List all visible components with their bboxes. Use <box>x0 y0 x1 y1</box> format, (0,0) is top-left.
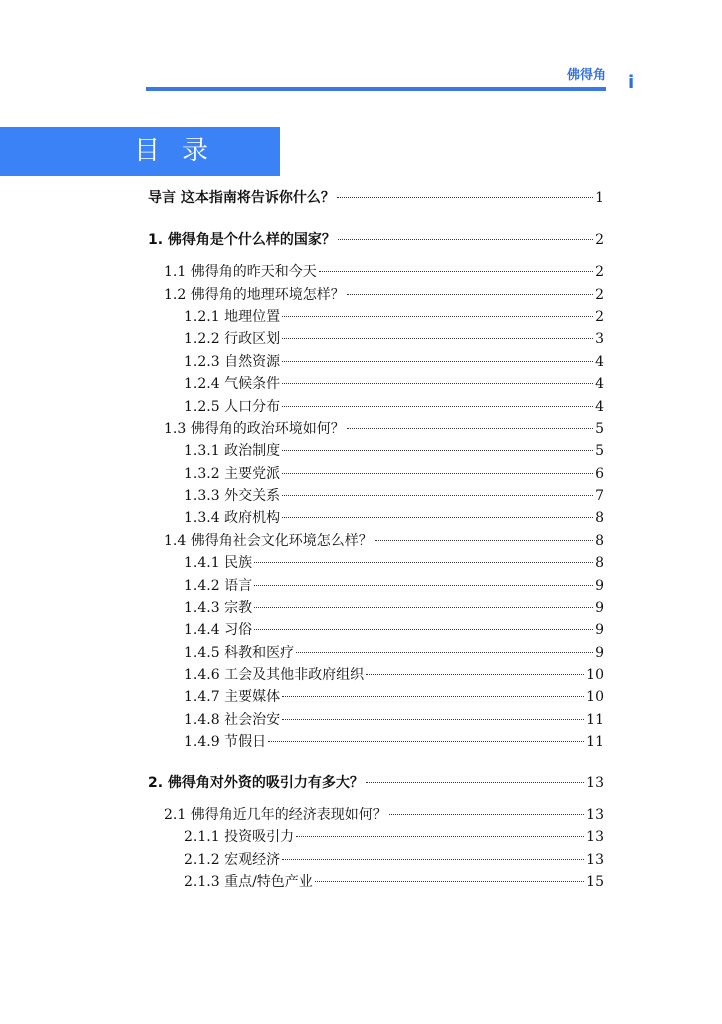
toc-entry-label: 1.4.7 主要媒体 <box>184 689 281 705</box>
toc-entry-page: 13 <box>586 829 604 845</box>
dot-leader <box>296 652 593 653</box>
toc-entry[interactable] <box>184 575 604 595</box>
toc-entry[interactable] <box>184 686 604 706</box>
toc-entry-label: 1.2.5 人口分布 <box>184 399 281 415</box>
toc-entry[interactable] <box>164 261 604 281</box>
toc-entry[interactable] <box>184 871 604 891</box>
toc-entry-page: 7 <box>595 488 604 504</box>
toc-entry-label: 1.4.6 工会及其他非政府组织 <box>184 667 365 683</box>
toc-entry-label: 1.4.2 语言 <box>184 578 253 594</box>
toc-entry-label: 1.4.1 民族 <box>184 555 253 571</box>
toc-entry[interactable] <box>184 709 604 729</box>
toc-entry-page: 9 <box>595 645 604 661</box>
dot-leader <box>375 540 593 541</box>
toc-entry-label: 1.2.1 地理位置 <box>184 309 281 325</box>
dot-leader <box>254 585 593 586</box>
toc-entry-label: 1.4 佛得角社会文化环境怎么样？ <box>164 533 373 549</box>
toc-entry-label: 1.2.4 气候条件 <box>184 376 281 392</box>
toc-entry-label: 1.4.9 节假日 <box>184 734 267 750</box>
dot-leader <box>282 696 584 697</box>
toc-entry[interactable] <box>184 485 604 505</box>
toc-entry-page: 9 <box>595 578 604 594</box>
toc-entry[interactable] <box>148 187 604 207</box>
dot-leader <box>282 383 593 384</box>
dot-leader <box>282 517 593 518</box>
dot-leader <box>282 719 584 720</box>
dot-leader <box>282 316 593 317</box>
toc-entry-page: 11 <box>586 712 604 728</box>
toc-entry[interactable] <box>184 849 604 869</box>
toc-entry-label: 1.3.2 主要党派 <box>184 466 281 482</box>
toc-entry-label: 1.3.3 外交关系 <box>184 488 281 504</box>
toc-entry-page: 10 <box>586 667 604 683</box>
toc-entry[interactable] <box>164 418 604 438</box>
toc-entry-label: 2. 佛得角对外资的吸引力有多大？ <box>148 775 364 791</box>
toc-entry[interactable] <box>184 396 604 416</box>
toc-entry-page: 8 <box>595 510 604 526</box>
toc-entry-label: 2.1.2 宏观经济 <box>184 852 281 868</box>
dot-leader <box>254 562 593 563</box>
dot-leader <box>296 836 584 837</box>
toc-entry-page: 11 <box>586 734 604 750</box>
toc-entry[interactable] <box>184 306 604 326</box>
toc-entry[interactable] <box>184 507 604 527</box>
toc-entry-label: 1.4.3 宗教 <box>184 600 253 616</box>
toc-entry-label: 1.3 佛得角的政治环境如何？ <box>164 421 345 437</box>
toc-entry-page: 1 <box>595 190 604 206</box>
dot-leader <box>282 473 593 474</box>
dot-leader <box>282 495 593 496</box>
toc-entry-page: 4 <box>595 376 604 392</box>
toc-entry-label: 1. 佛得角是个什么样的国家？ <box>148 232 336 248</box>
dot-leader <box>319 271 593 272</box>
toc-entry-page: 3 <box>595 331 604 347</box>
toc-entry-label: 1.2 佛得角的地理环境怎样？ <box>164 287 345 303</box>
toc-entry[interactable] <box>184 597 604 617</box>
toc-entry-label: 1.2.2 行政区划 <box>184 331 281 347</box>
toc-entry-label: 2.1 佛得角近几年的经济表现如何？ <box>164 807 387 823</box>
toc-entry-page: 2 <box>595 232 604 248</box>
toc-entry-page: 5 <box>595 443 604 459</box>
toc-entry-label: 2.1.3 重点/特色产业 <box>184 874 313 890</box>
toc-entry-label: 2.1.1 投资吸引力 <box>184 829 295 845</box>
dot-leader <box>338 239 593 240</box>
toc-entry-page: 2 <box>595 287 604 303</box>
toc-entry[interactable] <box>184 619 604 639</box>
dot-leader <box>347 428 593 429</box>
toc-entry[interactable] <box>164 284 604 304</box>
toc-entry[interactable] <box>184 463 604 483</box>
dot-leader <box>254 629 593 630</box>
toc-entry-label: 1.2.3 自然资源 <box>184 354 281 370</box>
toc-entry-page: 2 <box>595 264 604 280</box>
dot-leader <box>282 859 584 860</box>
dot-leader <box>389 814 584 815</box>
dot-leader <box>347 294 593 295</box>
dot-leader <box>282 361 593 362</box>
toc-entry[interactable] <box>184 351 604 371</box>
toc-entry-label: 1.3.4 政府机构 <box>184 510 281 526</box>
dot-leader <box>366 674 584 675</box>
toc-entry[interactable] <box>184 642 604 662</box>
toc-entry-page: 13 <box>586 775 604 791</box>
toc-entry[interactable] <box>184 826 604 846</box>
toc-entry[interactable] <box>148 772 604 792</box>
toc-entry[interactable] <box>148 229 604 249</box>
toc-entry[interactable] <box>184 731 604 751</box>
toc-entry[interactable] <box>184 664 604 684</box>
toc-entry-page: 6 <box>595 466 604 482</box>
toc-entry-label: 1.1 佛得角的昨天和今天 <box>164 264 317 280</box>
dot-leader <box>282 338 593 339</box>
toc-entry-page: 15 <box>586 874 604 890</box>
toc-entry[interactable] <box>164 530 604 550</box>
dot-leader <box>337 197 593 198</box>
toc-entry[interactable] <box>184 328 604 348</box>
toc-entry-page: 9 <box>595 622 604 638</box>
toc-entry[interactable] <box>184 440 604 460</box>
toc-entry-page: 4 <box>595 399 604 415</box>
dot-leader <box>315 881 584 882</box>
page-number: i <box>628 72 635 93</box>
toc-entry-page: 2 <box>595 309 604 325</box>
toc-entry-label: 1.4.4 习俗 <box>184 622 253 638</box>
toc-entry-label: 导言 这本指南将告诉你什么？ <box>148 190 335 206</box>
toc-entry-label: 1.4.5 科教和医疗 <box>184 645 295 661</box>
dot-leader <box>254 607 593 608</box>
toc-entry-page: 5 <box>595 421 604 437</box>
toc-entry-label: 1.4.8 社会治安 <box>184 712 281 728</box>
toc-entry-page: 13 <box>586 852 604 868</box>
toc-entry-page: 10 <box>586 689 604 705</box>
toc-entry-label: 1.3.1 政治制度 <box>184 443 281 459</box>
toc-entry[interactable] <box>184 373 604 393</box>
toc-entry[interactable] <box>184 552 604 572</box>
toc-entry-page: 8 <box>595 533 604 549</box>
dot-leader <box>282 406 593 407</box>
toc-entry-page: 13 <box>586 807 604 823</box>
toc-entry-page: 4 <box>595 354 604 370</box>
toc-entry[interactable] <box>164 804 604 824</box>
dot-leader <box>366 782 584 783</box>
running-header-title: 佛得角 <box>566 68 606 83</box>
toc-heading: 目录 <box>134 136 231 166</box>
toc-entry-page: 8 <box>595 555 604 571</box>
dot-leader <box>268 741 584 742</box>
toc-entry-page: 9 <box>595 600 604 616</box>
dot-leader <box>282 450 593 451</box>
